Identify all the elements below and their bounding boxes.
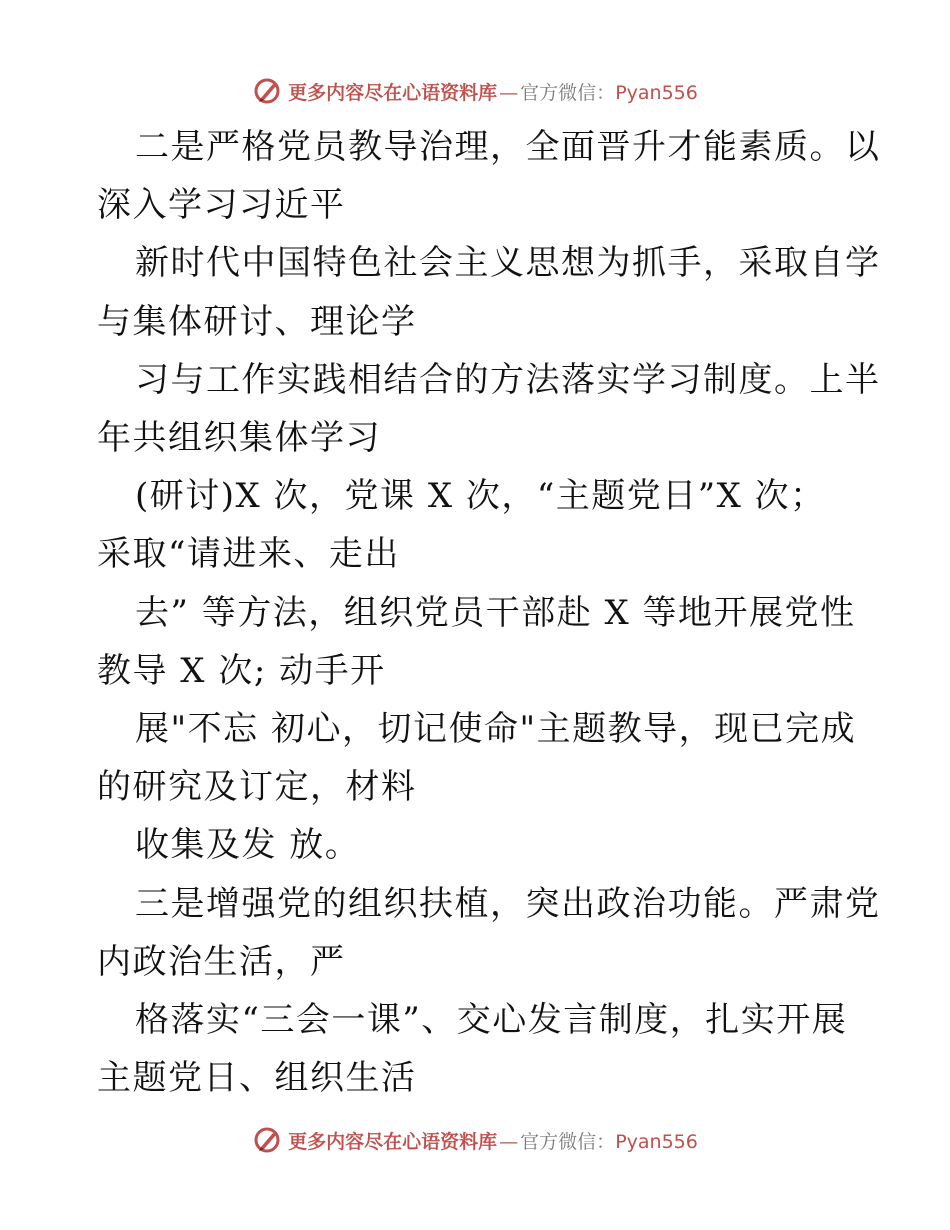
banner-wechat-label: 官方微信： xyxy=(520,1130,616,1153)
banner-main-text: 更多内容尽在心语资料库 xyxy=(288,1130,498,1153)
text-line: (研讨)X 次，党课 X 次，“主题党日”X 次； xyxy=(135,476,826,517)
banner-wechat-id: Pyan556 xyxy=(615,1130,698,1153)
text-line: 习与工作实践相结合的方法落实学习制度。上半 xyxy=(135,359,881,400)
banner-separator: — xyxy=(499,81,519,104)
text-line: 二是严格党员教导治理，全面晋升才能素质。以 xyxy=(135,127,881,167)
text-line: 新时代中国特色社会主义思想为抓手，采取自学 xyxy=(135,243,881,284)
banner-main-text: 更多内容尽在心语资料库 xyxy=(288,81,498,104)
banner-wechat-label: 官方微信： xyxy=(520,81,616,104)
text-line: 与集体研讨、理论学 xyxy=(97,301,417,342)
text-line: 收集及发 放。 xyxy=(135,825,361,866)
text-line: 展"不忘 初心，切记使命"主题教导，现已完成 xyxy=(135,709,857,750)
text-line: 内政治生活，严 xyxy=(97,941,346,982)
text-line: 深入学习习近平 xyxy=(97,185,346,226)
banner-separator: — xyxy=(499,1130,519,1153)
text-line: 三是增强党的组织扶植，突出政治功能。严肃党 xyxy=(135,883,881,924)
text-line: 主题党日、组织生活 xyxy=(97,1058,417,1099)
header-banner xyxy=(0,71,950,111)
text-line: 格落实“三会一课”、交心发言制度，扎实开展 xyxy=(135,1000,848,1041)
banner-wechat-id: Pyan556 xyxy=(615,81,698,104)
text-line: 年共组织集体学习 xyxy=(97,418,381,459)
text-line: 教导 X 次; 动手开 xyxy=(97,650,386,691)
pen-logo-icon xyxy=(252,1125,282,1155)
footer-banner xyxy=(0,1120,950,1160)
text-line: 的研究及订定，材料 xyxy=(97,767,417,808)
text-line: 去” 等方法，组织党员干部赴 X 等地开展党性 xyxy=(135,592,856,633)
document-body xyxy=(97,118,881,1107)
pen-logo-icon xyxy=(252,76,282,106)
text-line: 采取“请进来、走出 xyxy=(97,534,400,575)
